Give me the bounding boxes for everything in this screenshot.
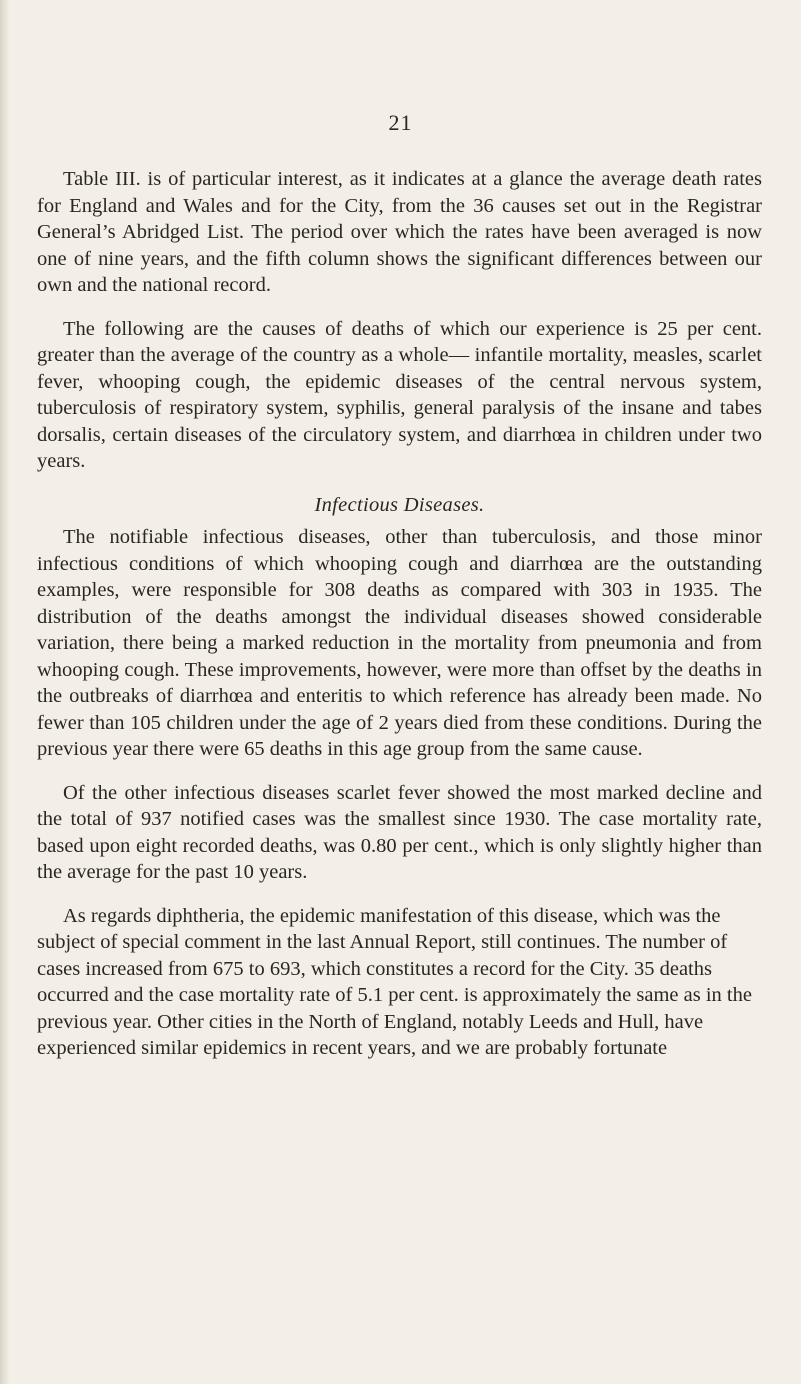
page-edge-shadow [0, 0, 10, 1384]
document-body [37, 166, 762, 1079]
page-number: 21 [388, 110, 413, 135]
paragraph-scarlet-fever: Of the other infectious diseases scarlet fever showed the most marked decline and the total of 937 notified cases was the smallest since 1930. The case mortality rate, based upon eight recorded deaths, was 0.80 per cent., which is only slightly higher than the average for the past 10 years. [37, 781, 762, 883]
paragraph-diphtheria: As regards diphtheria, the epidemic manifestation of this disease, which was the subject of special comment in the last Annual Report, still continues. The number of cases increased from 675 to 693, which constitutes a record for the City. 35 deaths occurred and the case mortality rate of 5.1 per cent. is approximately the same as in the previous year. Other cities in the North of England, notably Leeds and Hull, have experienced similar epidemics in recent years, and we are probably fortunate [37, 904, 752, 1059]
paragraph-notifiable-diseases: The notifiable infectious diseases, other than tuberculosis, and those minor infectious conditions of which whooping cough and diarrhœa are the outstanding examples, were responsible for 308 deaths as compared with 303 in 1935. The distribution of the deaths amongst the individual diseases showed considerable variation, there being a marked reduction in the mortality from pneumonia and from whooping cough. These improvements, however, were more than offset by the deaths in the outbreaks of diarrhœa and enteritis to which reference has already been made. No fewer than 105 children under the age of 2 years died from these conditions. During the previous year there were 65 deaths in this age group from the same cause. [37, 526, 762, 760]
paragraph-causes-of-death: The following are the causes of deaths of which our experience is 25 per cent. greater than the average of the country as a whole— infantile mortality, measles, scarlet fever, whooping cough, the epidemic diseases of the central nervous system, tuberculosis of respiratory system, syphilis, general paralysis of the insane and tabes dorsalis, certain diseases of the circulatory system, and diarrhœa in children under two years. [37, 317, 762, 472]
section-heading: Infectious Diseases. [314, 493, 485, 516]
paragraph-table-iii: Table III. is of particular interest, as it indicates at a glance the average death rates for England and Wales and for the City, from the 36 causes set out in the Registrar General’s Abridged List. The period over which the rates have been averaged is now one of nine years, and the fifth column shows the significant differences between our own and the national record. [37, 168, 762, 296]
